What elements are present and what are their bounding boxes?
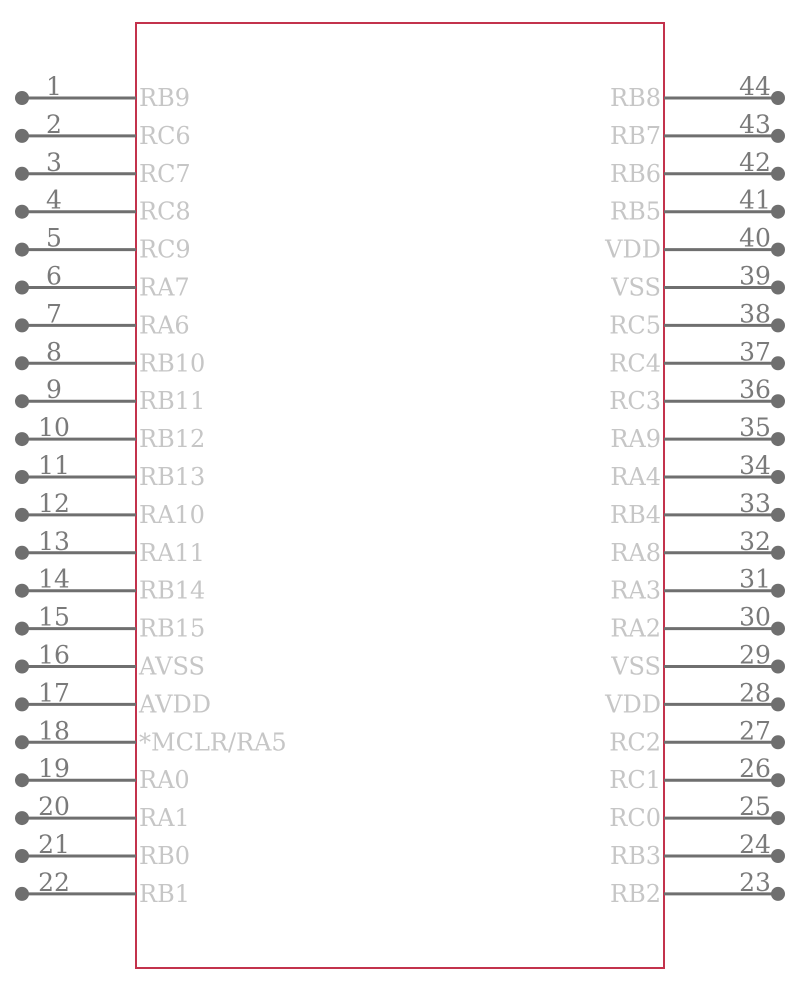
left-pin-column: [15, 72, 287, 908]
left-pin-3: [15, 148, 191, 188]
left-pin-1: [15, 72, 190, 112]
left-pin-2: [15, 110, 191, 150]
pin-name-label: AVSS: [139, 652, 205, 681]
pin-number: 26: [739, 754, 771, 784]
pin-number: 30: [739, 602, 771, 632]
pin-end-dot: [15, 622, 29, 636]
pin-end-dot: [771, 281, 785, 295]
pin-name-label: RA4: [610, 463, 661, 491]
pin-end-dot: [771, 660, 785, 674]
pin-number: 36: [739, 375, 771, 405]
right-pin-43: [610, 110, 785, 150]
pin-name-label: RA3: [610, 576, 661, 605]
pin-name-label: RB12: [139, 425, 206, 454]
pin-name-label: RB1: [139, 879, 190, 908]
pin-number: 42: [739, 147, 771, 177]
left-pin-21: [15, 830, 190, 870]
pin-number: 24: [739, 830, 771, 859]
left-pin-6: [15, 262, 190, 302]
right-pin-30: [610, 603, 785, 643]
pin-number: 16: [38, 640, 70, 670]
pin-number: 4: [46, 185, 62, 215]
left-pin-15: [15, 603, 205, 643]
pin-number: 13: [38, 526, 70, 556]
pin-name-label: RB3: [610, 842, 661, 870]
pin-name-label: RB0: [139, 842, 190, 870]
pin-end-dot: [771, 697, 785, 711]
right-pin-34: [610, 451, 785, 491]
ic-body-outline: [136, 23, 664, 968]
pin-end-dot: [771, 470, 785, 484]
pin-number: 32: [739, 526, 771, 556]
pin-end-dot: [15, 356, 29, 370]
pin-number: 9: [46, 375, 62, 405]
left-pin-4: [15, 186, 191, 226]
pin-end-dot: [771, 773, 785, 787]
pin-number: 28: [739, 678, 771, 708]
pin-name-label: RA10: [139, 500, 205, 529]
pin-name-label: VDD: [605, 690, 661, 719]
right-pin-33: [610, 489, 785, 529]
left-pin-5: [15, 224, 191, 264]
pin-name-label: RC2: [609, 728, 661, 757]
right-pin-24: [610, 830, 785, 870]
left-pin-20: [15, 792, 190, 832]
pin-number: 5: [46, 223, 62, 253]
right-pin-column: [604, 72, 785, 908]
pin-end-dot: [15, 508, 29, 522]
pin-end-dot: [771, 887, 785, 901]
left-pin-11: [15, 451, 205, 491]
pin-number: 6: [46, 261, 62, 291]
pin-number: 39: [739, 261, 771, 291]
right-pin-35: [610, 413, 785, 453]
pin-name-label: RB11: [139, 387, 206, 416]
pin-number: 1: [46, 72, 62, 101]
right-pin-28: [604, 678, 785, 718]
pin-end-dot: [771, 811, 785, 825]
pin-end-dot: [15, 735, 29, 749]
left-pin-19: [15, 754, 190, 794]
pin-name-label: AVDD: [139, 690, 211, 719]
pin-name-label: RB15: [139, 614, 206, 643]
pin-name-label: RB10: [139, 349, 206, 378]
pin-name-label: RC8: [139, 197, 191, 226]
pin-end-dot: [15, 470, 29, 484]
pin-number: 35: [739, 413, 771, 443]
pin-end-dot: [771, 91, 785, 105]
pin-number: 23: [739, 867, 771, 897]
right-pin-23: [610, 868, 785, 908]
pin-end-dot: [771, 205, 785, 219]
pin-end-dot: [771, 318, 785, 332]
pin-number: 11: [38, 451, 70, 480]
pin-number: 34: [739, 451, 771, 480]
right-pin-29: [610, 641, 785, 681]
right-pin-27: [609, 716, 785, 756]
pin-name-label: RB14: [139, 576, 206, 605]
left-pin-17: [15, 678, 211, 718]
right-pin-37: [609, 337, 785, 377]
pin-number: 44: [739, 72, 771, 101]
left-pin-14: [15, 565, 205, 605]
pin-end-dot: [771, 394, 785, 408]
pin-number: 31: [739, 564, 771, 594]
pin-name-label: RA9: [610, 425, 661, 454]
pin-name-label: RC0: [609, 804, 661, 833]
pin-name-label: RA0: [139, 766, 190, 795]
pin-number: 40: [739, 223, 771, 253]
pin-number: 17: [38, 678, 70, 708]
pin-name-label: RC5: [609, 311, 661, 340]
left-pin-16: [15, 641, 205, 681]
pin-number: 14: [38, 564, 70, 594]
pin-name-label: VDD: [605, 235, 661, 264]
pin-name-label: RC7: [139, 159, 191, 188]
right-pin-36: [609, 375, 785, 415]
pin-end-dot: [15, 660, 29, 674]
right-pin-41: [610, 186, 785, 226]
pin-name-label: RB6: [610, 159, 661, 188]
pin-end-dot: [15, 394, 29, 408]
pin-end-dot: [771, 849, 785, 863]
right-pin-40: [604, 224, 785, 264]
pin-number: 21: [38, 830, 70, 859]
pin-end-dot: [15, 849, 29, 863]
pin-name-label: RB7: [610, 121, 661, 150]
pin-name-label: RA2: [610, 614, 661, 643]
pin-name-label: RA11: [139, 538, 205, 567]
pin-end-dot: [15, 318, 29, 332]
pin-name-label: VSS: [611, 273, 661, 302]
pin-name-label: *MCLR/RA5: [139, 728, 287, 757]
pin-end-dot: [15, 129, 29, 143]
pin-name-label: RB5: [610, 197, 661, 226]
pin-number: 18: [38, 716, 70, 746]
left-pin-18: [15, 716, 287, 756]
pin-end-dot: [15, 811, 29, 825]
pin-name-label: RB4: [610, 500, 661, 529]
pin-number: 41: [739, 185, 771, 215]
right-pin-31: [610, 565, 785, 605]
pin-end-dot: [15, 91, 29, 105]
pin-end-dot: [15, 697, 29, 711]
pin-number: 22: [38, 867, 70, 897]
pin-name-label: VSS: [611, 652, 661, 681]
pin-end-dot: [15, 432, 29, 446]
pin-number: 10: [38, 413, 70, 443]
right-pin-38: [609, 299, 785, 339]
pin-name-label: RC9: [139, 235, 191, 264]
left-pin-10: [15, 413, 205, 453]
pin-end-dot: [771, 622, 785, 636]
pin-end-dot: [15, 205, 29, 219]
pin-number: 38: [739, 299, 771, 329]
pin-name-label: RC6: [139, 121, 191, 150]
pin-number: 7: [46, 299, 62, 329]
pin-number: 2: [46, 109, 62, 139]
pin-number: 20: [38, 792, 70, 822]
pin-name-label: RB13: [139, 463, 206, 491]
pin-number: 25: [739, 792, 771, 822]
pin-name-label: RB9: [139, 84, 190, 112]
pin-number: 8: [46, 337, 62, 367]
pin-end-dot: [15, 773, 29, 787]
pin-number: 37: [739, 337, 771, 367]
pin-number: 3: [46, 147, 62, 177]
pin-number: 15: [38, 602, 70, 632]
pin-number: 12: [38, 488, 70, 518]
pin-number: 33: [739, 488, 771, 518]
pin-name-label: RC1: [609, 766, 661, 795]
pin-end-dot: [15, 887, 29, 901]
left-pin-12: [15, 489, 205, 529]
left-pin-7: [15, 299, 190, 339]
pin-end-dot: [771, 546, 785, 560]
pin-number: 29: [739, 640, 771, 670]
right-pin-39: [610, 262, 785, 302]
pin-end-dot: [15, 546, 29, 560]
pin-name-label: RB2: [610, 879, 661, 908]
pin-name-label: RA8: [610, 538, 661, 567]
pin-end-dot: [771, 356, 785, 370]
pin-end-dot: [15, 584, 29, 598]
left-pin-22: [15, 868, 190, 908]
right-pin-42: [610, 148, 785, 188]
pin-end-dot: [771, 129, 785, 143]
pin-name-label: RA7: [139, 273, 190, 302]
pin-end-dot: [771, 735, 785, 749]
pin-end-dot: [15, 243, 29, 257]
pin-number: 27: [739, 716, 771, 746]
right-pin-26: [609, 754, 785, 794]
pin-name-label: RA1: [139, 804, 190, 833]
left-pin-8: [15, 337, 205, 377]
pin-end-dot: [771, 167, 785, 181]
pin-end-dot: [771, 508, 785, 522]
right-pin-25: [609, 792, 785, 832]
pin-end-dot: [771, 243, 785, 257]
pin-end-dot: [15, 281, 29, 295]
pin-end-dot: [15, 167, 29, 181]
right-pin-44: [610, 72, 785, 112]
left-pin-9: [15, 375, 205, 415]
pin-name-label: RC3: [609, 387, 661, 416]
pin-name-label: RC4: [609, 349, 661, 378]
left-pin-13: [15, 527, 205, 567]
pin-number: 19: [38, 754, 70, 784]
pin-name-label: RA6: [139, 311, 190, 340]
right-pin-32: [610, 527, 785, 567]
pin-name-label: RB8: [610, 84, 661, 112]
pin-end-dot: [771, 584, 785, 598]
pin-end-dot: [771, 432, 785, 446]
pin-number: 43: [739, 109, 771, 139]
